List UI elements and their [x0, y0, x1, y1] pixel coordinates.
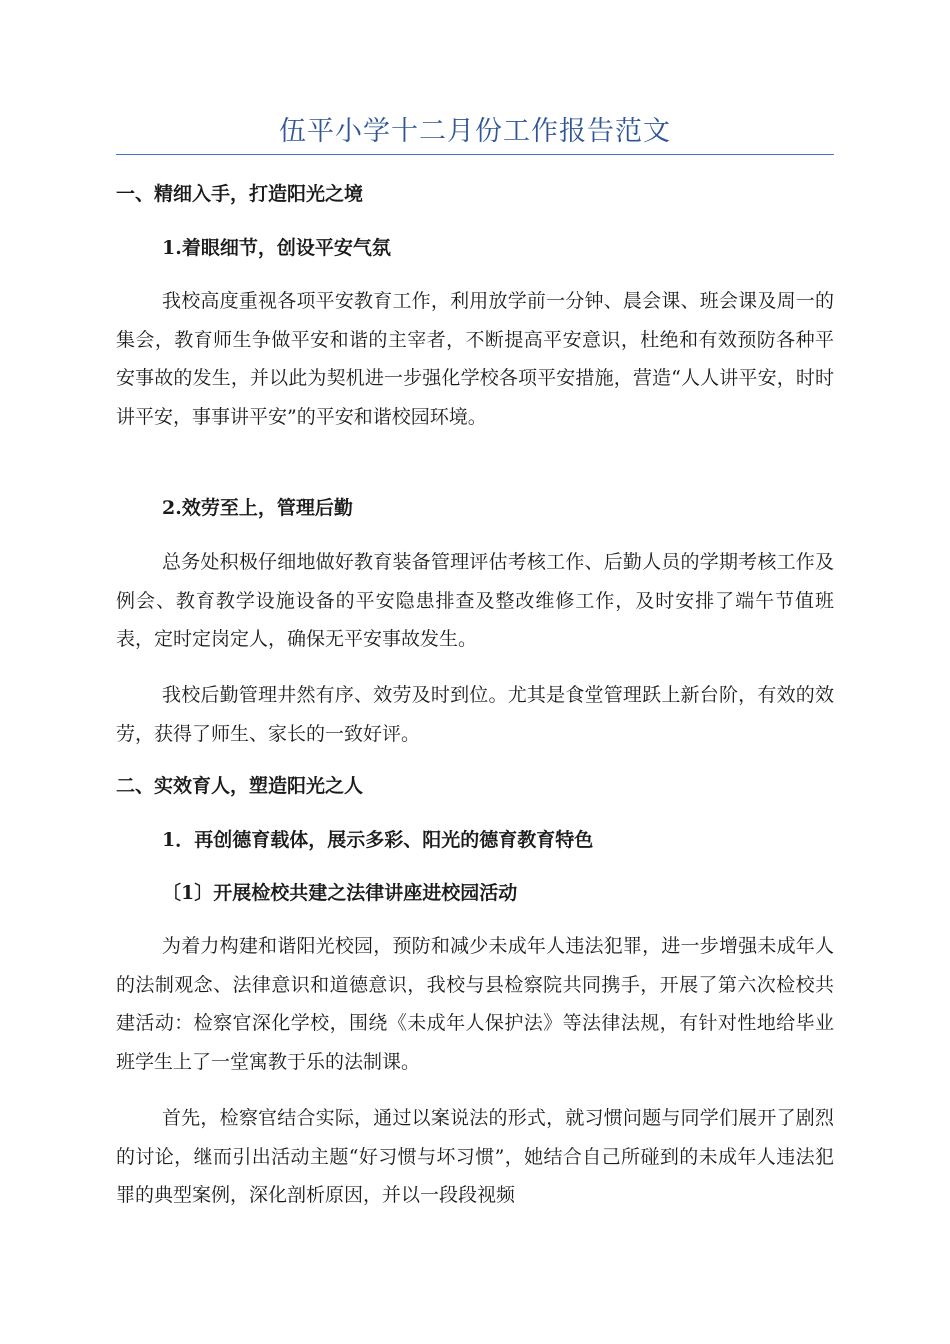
paragraph-1-2-1: 总务处积极仔细地做好教育装备管理评估考核工作、后勤人员的学期考核工作及例会、教育教学设施设备的平安隐患排查及整改维修工作，及时安排了端午节值班表，定时定岗定人，确保无平安事故发生。: [116, 551, 834, 650]
subsection-heading-2-1: 1．再创德育载体，展示多彩、阳光的德育教育特色: [162, 829, 594, 851]
paragraph-2-1-2: 首先，检察官结合实际，通过以案说法的形式，就习惯问题与同学们展开了剧烈的讨论，继而引出活动主题“好习惯与坏习惯”，她结合自己所碰到的未成年人违法犯罪的典型案例，深化剖析原因，并以一段段视频: [116, 1107, 834, 1206]
subsection-heading-1-2: 2.效劳至上，管理后勤: [162, 497, 353, 519]
section-heading-1: 一、精细入手，打造阳光之境: [116, 183, 364, 205]
document-title: 伍平小学十二月份工作报告范文: [279, 116, 671, 147]
subsection-heading-1-1: 1.着眼细节，创设平安气氛: [162, 237, 391, 259]
item-heading-2-1-1: 〔1〕开展检校共建之法律讲座进校园活动: [162, 882, 518, 904]
section-heading-2: 二、实效育人，塑造阳光之人: [116, 775, 364, 797]
paragraph-2-1-1: 为着力构建和谐阳光校园，预防和减少未成年人违法犯罪，进一步增强未成年人的法制观念、法律意识和道德意识，我校与县检察院共同携手，开展了第六次检校共建活动：检察官深化学校，围绕《未成年人保护法》等法律法规，有针对性地给毕业班学生上了一堂寓教于乐的法制课。: [116, 935, 834, 1073]
paragraph-1-2-2: 我校后勤管理井然有序、效劳及时到位。尤其是食堂管理跃上新台阶，有效的效劳，获得了师生、家长的一致好评。: [116, 684, 834, 745]
title-underline: [116, 154, 834, 155]
paragraph-1-1-1: 我校高度重视各项平安教育工作，利用放学前一分钟、晨会课、班会课及周一的集会，教育师生争做平安和谐的主宰者，不断提高平安意识，杜绝和有效预防各种平安事故的发生，并以此为契机进一步强化学校各项平安措施，营造“人人讲平安，时时讲平安，事事讲平安”的平安和谐校园环境。: [116, 290, 834, 428]
document-page: [116, 112, 834, 1206]
